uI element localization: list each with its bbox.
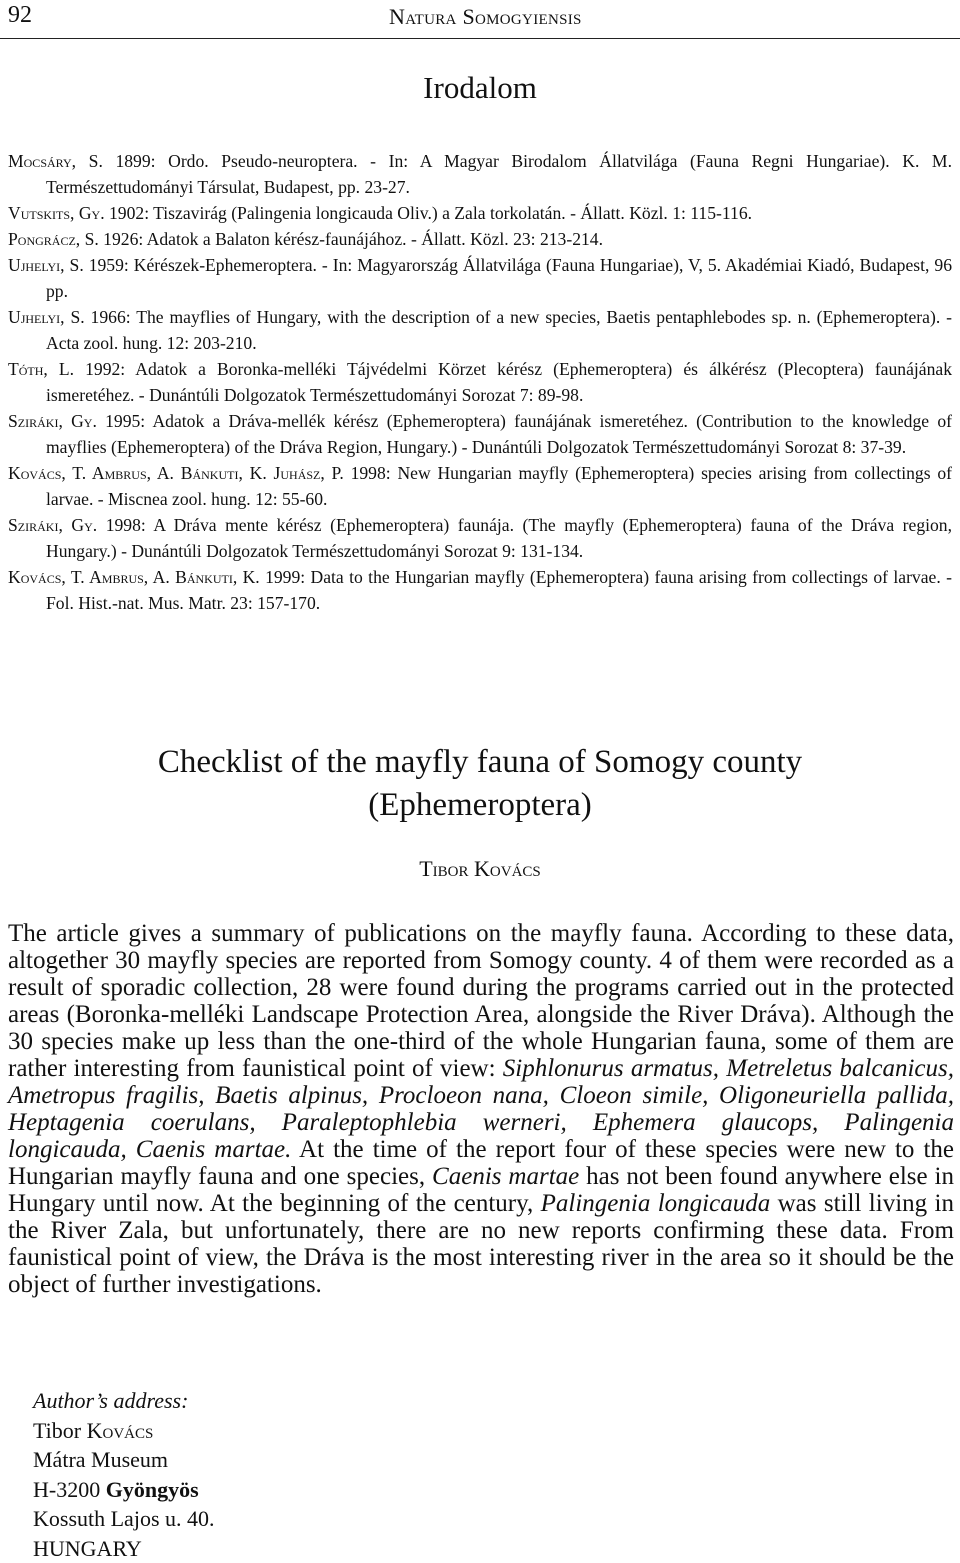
reference-item — [8, 460, 952, 512]
reference-text: 1966: The mayflies of Hungary, with the description of a new species, Baetis pentaphlebodes sp. n. (Ephemeroptera). - Acta zool. hung. 12: 203-210. — [46, 307, 952, 353]
reference-text: 1999: Data to the Hungarian mayfly (Ephemeroptera) fauna arising from collectings of larvae. - Fol. Hist.-nat. Mus. Matr. 23: 157-170. — [46, 567, 952, 613]
author-address — [33, 1386, 215, 1563]
address-postcode: H-3200 — [33, 1477, 106, 1502]
article-title — [0, 741, 960, 827]
reference-text: 1998: A Dráva mente kérész (Ephemeroptera) faunája. (The mayfly (Ephemeroptera) fauna of the Dráva region, Hungary.) - Dunántúli Dolgozatok Természettudományi Sorozat 9: 131-134. — [46, 515, 952, 561]
abstract-text: was still living in the River Zala, but unfortunately, there are no new reports confirming these data. From faunistical point of view, the Dráva is the most interesting river in the area so it should be the object of further investigations. — [8, 1190, 954, 1298]
reference-list — [8, 148, 952, 616]
reference-text: 1959: Kérészek-Ephemeroptera. - In: Magyarország Állatvilága (Fauna Hungariae), V, 5. Akadémiai Kiadó, Budapest, 96 pp. — [46, 255, 952, 301]
reference-item — [8, 200, 952, 226]
reference-item — [8, 356, 952, 408]
abstract-species-name: Palingenia longicauda — [541, 1190, 771, 1217]
article-title-line: (Ephemeroptera) — [0, 784, 960, 827]
article-author: Tibor Kovács — [0, 856, 960, 882]
reference-text: 1998: New Hungarian mayfly (Ephemeroptera) species arising from collectings of larvae. - Miscnea zool. hung. 12: 55-60. — [46, 463, 952, 509]
reference-author: Ujhelyi, S. — [8, 255, 84, 275]
reference-author: Kovács, T. Ambrus, A. Bánkuti, K. — [8, 567, 260, 587]
address-name-last: Kovács — [87, 1418, 154, 1443]
reference-item — [8, 226, 952, 252]
page-header — [0, 0, 960, 39]
section-title: Irodalom — [0, 70, 960, 106]
abstract-text: The article gives a summary of publications on the mayfly fauna. According to these data, altogether 30 mayfly species are reported from Somogy county. 4 of them were recorded as a result of sporadic collection, 28 were found during the programs carried out in the protected areas (Boronka-melléki Landscape Protection Area, alongside the River Dráva). Although the 30 species make up less than the one-third of the whole Hungarian fauna, some of them are rather interesting from faunistical point of view: — [8, 920, 954, 1082]
reference-text: 1902: Tiszavirág (Palingenia longicauda Oliv.) a Zala torkolatán. - Állatt. Közl. 1: 115-116. — [105, 203, 752, 223]
address-city-line — [33, 1475, 215, 1505]
reference-author: Vutskits, Gy. — [8, 203, 105, 223]
reference-author: Pongrácz, S. — [8, 229, 99, 249]
reference-item — [8, 148, 952, 200]
reference-author: Kovács, T. Ambrus, A. Bánkuti, K. Juhász, P. — [8, 463, 344, 483]
reference-item — [8, 564, 952, 616]
reference-author: Sziráki, Gy. — [8, 411, 97, 431]
address-name — [33, 1416, 215, 1446]
reference-author: Sziráki, Gy. — [8, 515, 97, 535]
reference-item — [8, 512, 952, 564]
reference-author: Tóth, L. — [8, 359, 74, 379]
reference-text: 1992: Adatok a Boronka-melléki Tájvédelmi Körzet kérész (Ephemeroptera) és álkérész (Plecoptera) faunájának ismeretéhez. - Dunántúli Dolgozatok Természettudományi Sorozat 7: 89-98. — [46, 359, 952, 405]
reference-item — [8, 408, 952, 460]
abstract-text: has not been found anywhere else in Hungary until now. At the beginning of the century, — [8, 1163, 954, 1217]
abstract-paragraph — [8, 920, 954, 1298]
abstract-text: At the time of the report four of these species were new to the Hungarian mayfly fauna and one species, — [8, 1136, 954, 1190]
abstract-species-name: Caenis martae — [432, 1163, 579, 1190]
address-country: HUNGARY — [33, 1534, 215, 1563]
page-number: 92 — [8, 2, 32, 29]
reference-text: 1995: Adatok a Dráva-mellék kérész (Ephemeroptera) faunájának ismeretéhez. (Contribution to the knowledge of mayflies (Ephemeroptera) of the Dráva Region, Hungary.) - Dunántúli Dolgozatok Természettudományi Sorozat 8: 37-39. — [46, 411, 952, 457]
address-institution: Mátra Museum — [33, 1445, 215, 1475]
reference-item — [8, 304, 952, 356]
reference-text: 1899: Ordo. Pseudo-neuroptera. - In: A Magyar Birodalom Állatvilága (Fauna Regni Hungariae). K. M. Természettudományi Társulat, Budapest, pp. 23-27. — [46, 151, 952, 197]
address-street: Kossuth Lajos u. 40. — [33, 1504, 215, 1534]
address-name-first: Tibor — [33, 1418, 87, 1443]
address-city: Gyöngyös — [106, 1477, 199, 1502]
reference-item — [8, 252, 952, 304]
article-title-line: Checklist of the mayfly fauna of Somogy county — [0, 741, 960, 784]
address-label: Author’s address: — [33, 1386, 215, 1416]
reference-author: Mocsáry, S. — [8, 151, 103, 171]
reference-author: Ujhelyi, S. — [8, 307, 85, 327]
reference-text: 1926: Adatok a Balaton kérész-faunájához. - Állatt. Közl. 23: 213-214. — [99, 229, 603, 249]
journal-title: Natura Somogyiensis — [389, 4, 582, 30]
abstract-species-list: Siphlonurus armatus, Metreletus balcanicus, Ametropus fragilis, Baetis alpinus, Procloeon nana, Cloeon simile, Oligoneuriella pallida, Heptagenia coerulans, Paraleptophlebia werneri, Ephemera glaucops, Palingenia longicauda, Caenis martae. — [8, 1055, 954, 1163]
